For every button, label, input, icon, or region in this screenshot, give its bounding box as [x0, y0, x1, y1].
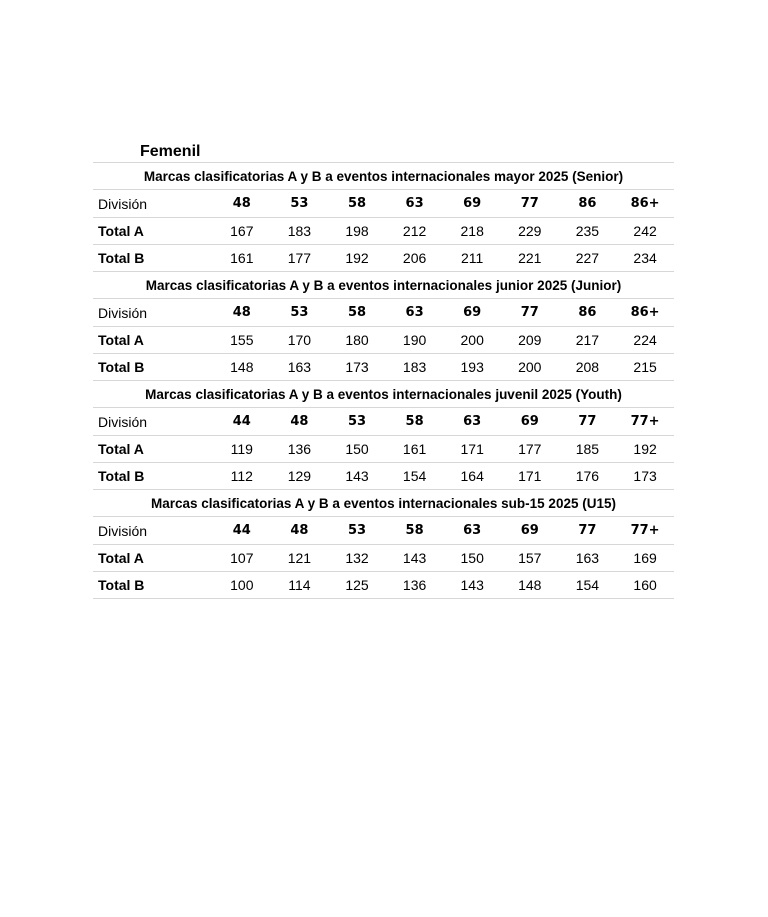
total-value-cell: 217 [559, 327, 617, 354]
table-row [93, 463, 674, 490]
total-value-cell: 161 [213, 245, 271, 272]
row-label: Total B [93, 572, 213, 599]
weight-category-cell: 53 [271, 190, 329, 218]
total-value-cell: 171 [443, 436, 501, 463]
total-value-cell: 161 [386, 436, 444, 463]
total-value-cell: 173 [328, 354, 386, 381]
weight-category-cell: 77 [559, 408, 617, 436]
weight-category-cell: 69 [443, 190, 501, 218]
total-value-cell: 164 [443, 463, 501, 490]
total-value-cell: 206 [386, 245, 444, 272]
section-title: Marcas clasificatorias A y B a eventos internacionales mayor 2025 (Senior) [93, 163, 674, 190]
weight-category-cell: 77+ [616, 517, 674, 545]
total-value-cell: 221 [501, 245, 559, 272]
total-value-cell: 114 [271, 572, 329, 599]
weight-category-cell: 44 [213, 517, 271, 545]
total-value-cell: 215 [616, 354, 674, 381]
table-row [93, 354, 674, 381]
total-value-cell: 150 [328, 436, 386, 463]
weight-category-cell: 53 [328, 517, 386, 545]
total-value-cell: 212 [386, 218, 444, 245]
row-label: Total A [93, 327, 213, 354]
section-title: Marcas clasificatorias A y B a eventos internacionales sub-15 2025 (U15) [93, 490, 674, 517]
total-value-cell: 235 [559, 218, 617, 245]
section-title-row [93, 163, 674, 190]
weight-category-cell: 63 [443, 408, 501, 436]
total-value-cell: 200 [501, 354, 559, 381]
total-value-cell: 192 [328, 245, 386, 272]
weight-category-cell: 77 [559, 517, 617, 545]
total-value-cell: 198 [328, 218, 386, 245]
table-row [93, 436, 674, 463]
weight-category-cell: 63 [386, 190, 444, 218]
total-value-cell: 171 [501, 463, 559, 490]
section-title-row [93, 490, 674, 517]
division-label: División [93, 408, 213, 436]
weight-category-cell: 86 [559, 190, 617, 218]
division-row [93, 190, 674, 218]
table-row [93, 572, 674, 599]
total-value-cell: 157 [501, 545, 559, 572]
weight-category-cell: 58 [328, 190, 386, 218]
weight-category-cell: 53 [271, 299, 329, 327]
section-title: Marcas clasificatorias A y B a eventos internacionales juvenil 2025 (Youth) [93, 381, 674, 408]
total-value-cell: 193 [443, 354, 501, 381]
total-value-cell: 163 [271, 354, 329, 381]
row-label: Total B [93, 245, 213, 272]
total-value-cell: 143 [443, 572, 501, 599]
weight-category-cell: 58 [386, 517, 444, 545]
table-row [93, 545, 674, 572]
table-body [93, 163, 674, 599]
total-value-cell: 148 [501, 572, 559, 599]
total-value-cell: 200 [443, 327, 501, 354]
table-row [93, 245, 674, 272]
weight-category-cell: 63 [443, 517, 501, 545]
division-label: División [93, 299, 213, 327]
weight-category-cell: 48 [271, 408, 329, 436]
total-value-cell: 121 [271, 545, 329, 572]
total-value-cell: 148 [213, 354, 271, 381]
division-row [93, 517, 674, 545]
table-row [93, 218, 674, 245]
total-value-cell: 155 [213, 327, 271, 354]
row-label: Total A [93, 436, 213, 463]
weight-category-cell: 48 [213, 299, 271, 327]
total-value-cell: 154 [559, 572, 617, 599]
total-value-cell: 208 [559, 354, 617, 381]
total-value-cell: 192 [616, 436, 674, 463]
total-value-cell: 100 [213, 572, 271, 599]
division-row [93, 408, 674, 436]
weight-category-cell: 48 [271, 517, 329, 545]
total-value-cell: 180 [328, 327, 386, 354]
division-label: División [93, 517, 213, 545]
weight-category-cell: 58 [386, 408, 444, 436]
total-value-cell: 154 [386, 463, 444, 490]
weight-category-cell: 63 [386, 299, 444, 327]
division-row [93, 299, 674, 327]
total-value-cell: 229 [501, 218, 559, 245]
total-value-cell: 136 [271, 436, 329, 463]
total-value-cell: 183 [271, 218, 329, 245]
total-value-cell: 163 [559, 545, 617, 572]
total-value-cell: 176 [559, 463, 617, 490]
weight-category-cell: 69 [443, 299, 501, 327]
total-value-cell: 112 [213, 463, 271, 490]
total-value-cell: 211 [443, 245, 501, 272]
section-title-row [93, 381, 674, 408]
weight-category-cell: 69 [501, 517, 559, 545]
weight-category-cell: 53 [328, 408, 386, 436]
total-value-cell: 107 [213, 545, 271, 572]
total-value-cell: 150 [443, 545, 501, 572]
total-value-cell: 242 [616, 218, 674, 245]
total-value-cell: 183 [386, 354, 444, 381]
total-value-cell: 160 [616, 572, 674, 599]
total-value-cell: 209 [501, 327, 559, 354]
weight-category-cell: 86+ [616, 299, 674, 327]
row-label: Total B [93, 354, 213, 381]
total-value-cell: 167 [213, 218, 271, 245]
total-value-cell: 169 [616, 545, 674, 572]
weight-category-cell: 77+ [616, 408, 674, 436]
qualifying-marks-table [93, 162, 674, 599]
weight-category-cell: 77 [501, 190, 559, 218]
weight-category-cell: 86+ [616, 190, 674, 218]
total-value-cell: 173 [616, 463, 674, 490]
total-value-cell: 185 [559, 436, 617, 463]
total-value-cell: 224 [616, 327, 674, 354]
total-value-cell: 132 [328, 545, 386, 572]
weight-category-cell: 58 [328, 299, 386, 327]
total-value-cell: 143 [328, 463, 386, 490]
total-value-cell: 177 [271, 245, 329, 272]
row-label: Total B [93, 463, 213, 490]
total-value-cell: 170 [271, 327, 329, 354]
weight-category-cell: 86 [559, 299, 617, 327]
total-value-cell: 190 [386, 327, 444, 354]
page-title: Femenil [140, 143, 201, 160]
weight-category-cell: 69 [501, 408, 559, 436]
total-value-cell: 227 [559, 245, 617, 272]
division-label: División [93, 190, 213, 218]
total-value-cell: 234 [616, 245, 674, 272]
section-title-row [93, 272, 674, 299]
table-row [93, 327, 674, 354]
weight-category-cell: 44 [213, 408, 271, 436]
row-label: Total A [93, 218, 213, 245]
total-value-cell: 218 [443, 218, 501, 245]
total-value-cell: 136 [386, 572, 444, 599]
total-value-cell: 129 [271, 463, 329, 490]
weight-category-cell: 48 [213, 190, 271, 218]
total-value-cell: 177 [501, 436, 559, 463]
weight-category-cell: 77 [501, 299, 559, 327]
total-value-cell: 119 [213, 436, 271, 463]
section-title: Marcas clasificatorias A y B a eventos internacionales junior 2025 (Junior) [93, 272, 674, 299]
row-label: Total A [93, 545, 213, 572]
total-value-cell: 143 [386, 545, 444, 572]
total-value-cell: 125 [328, 572, 386, 599]
